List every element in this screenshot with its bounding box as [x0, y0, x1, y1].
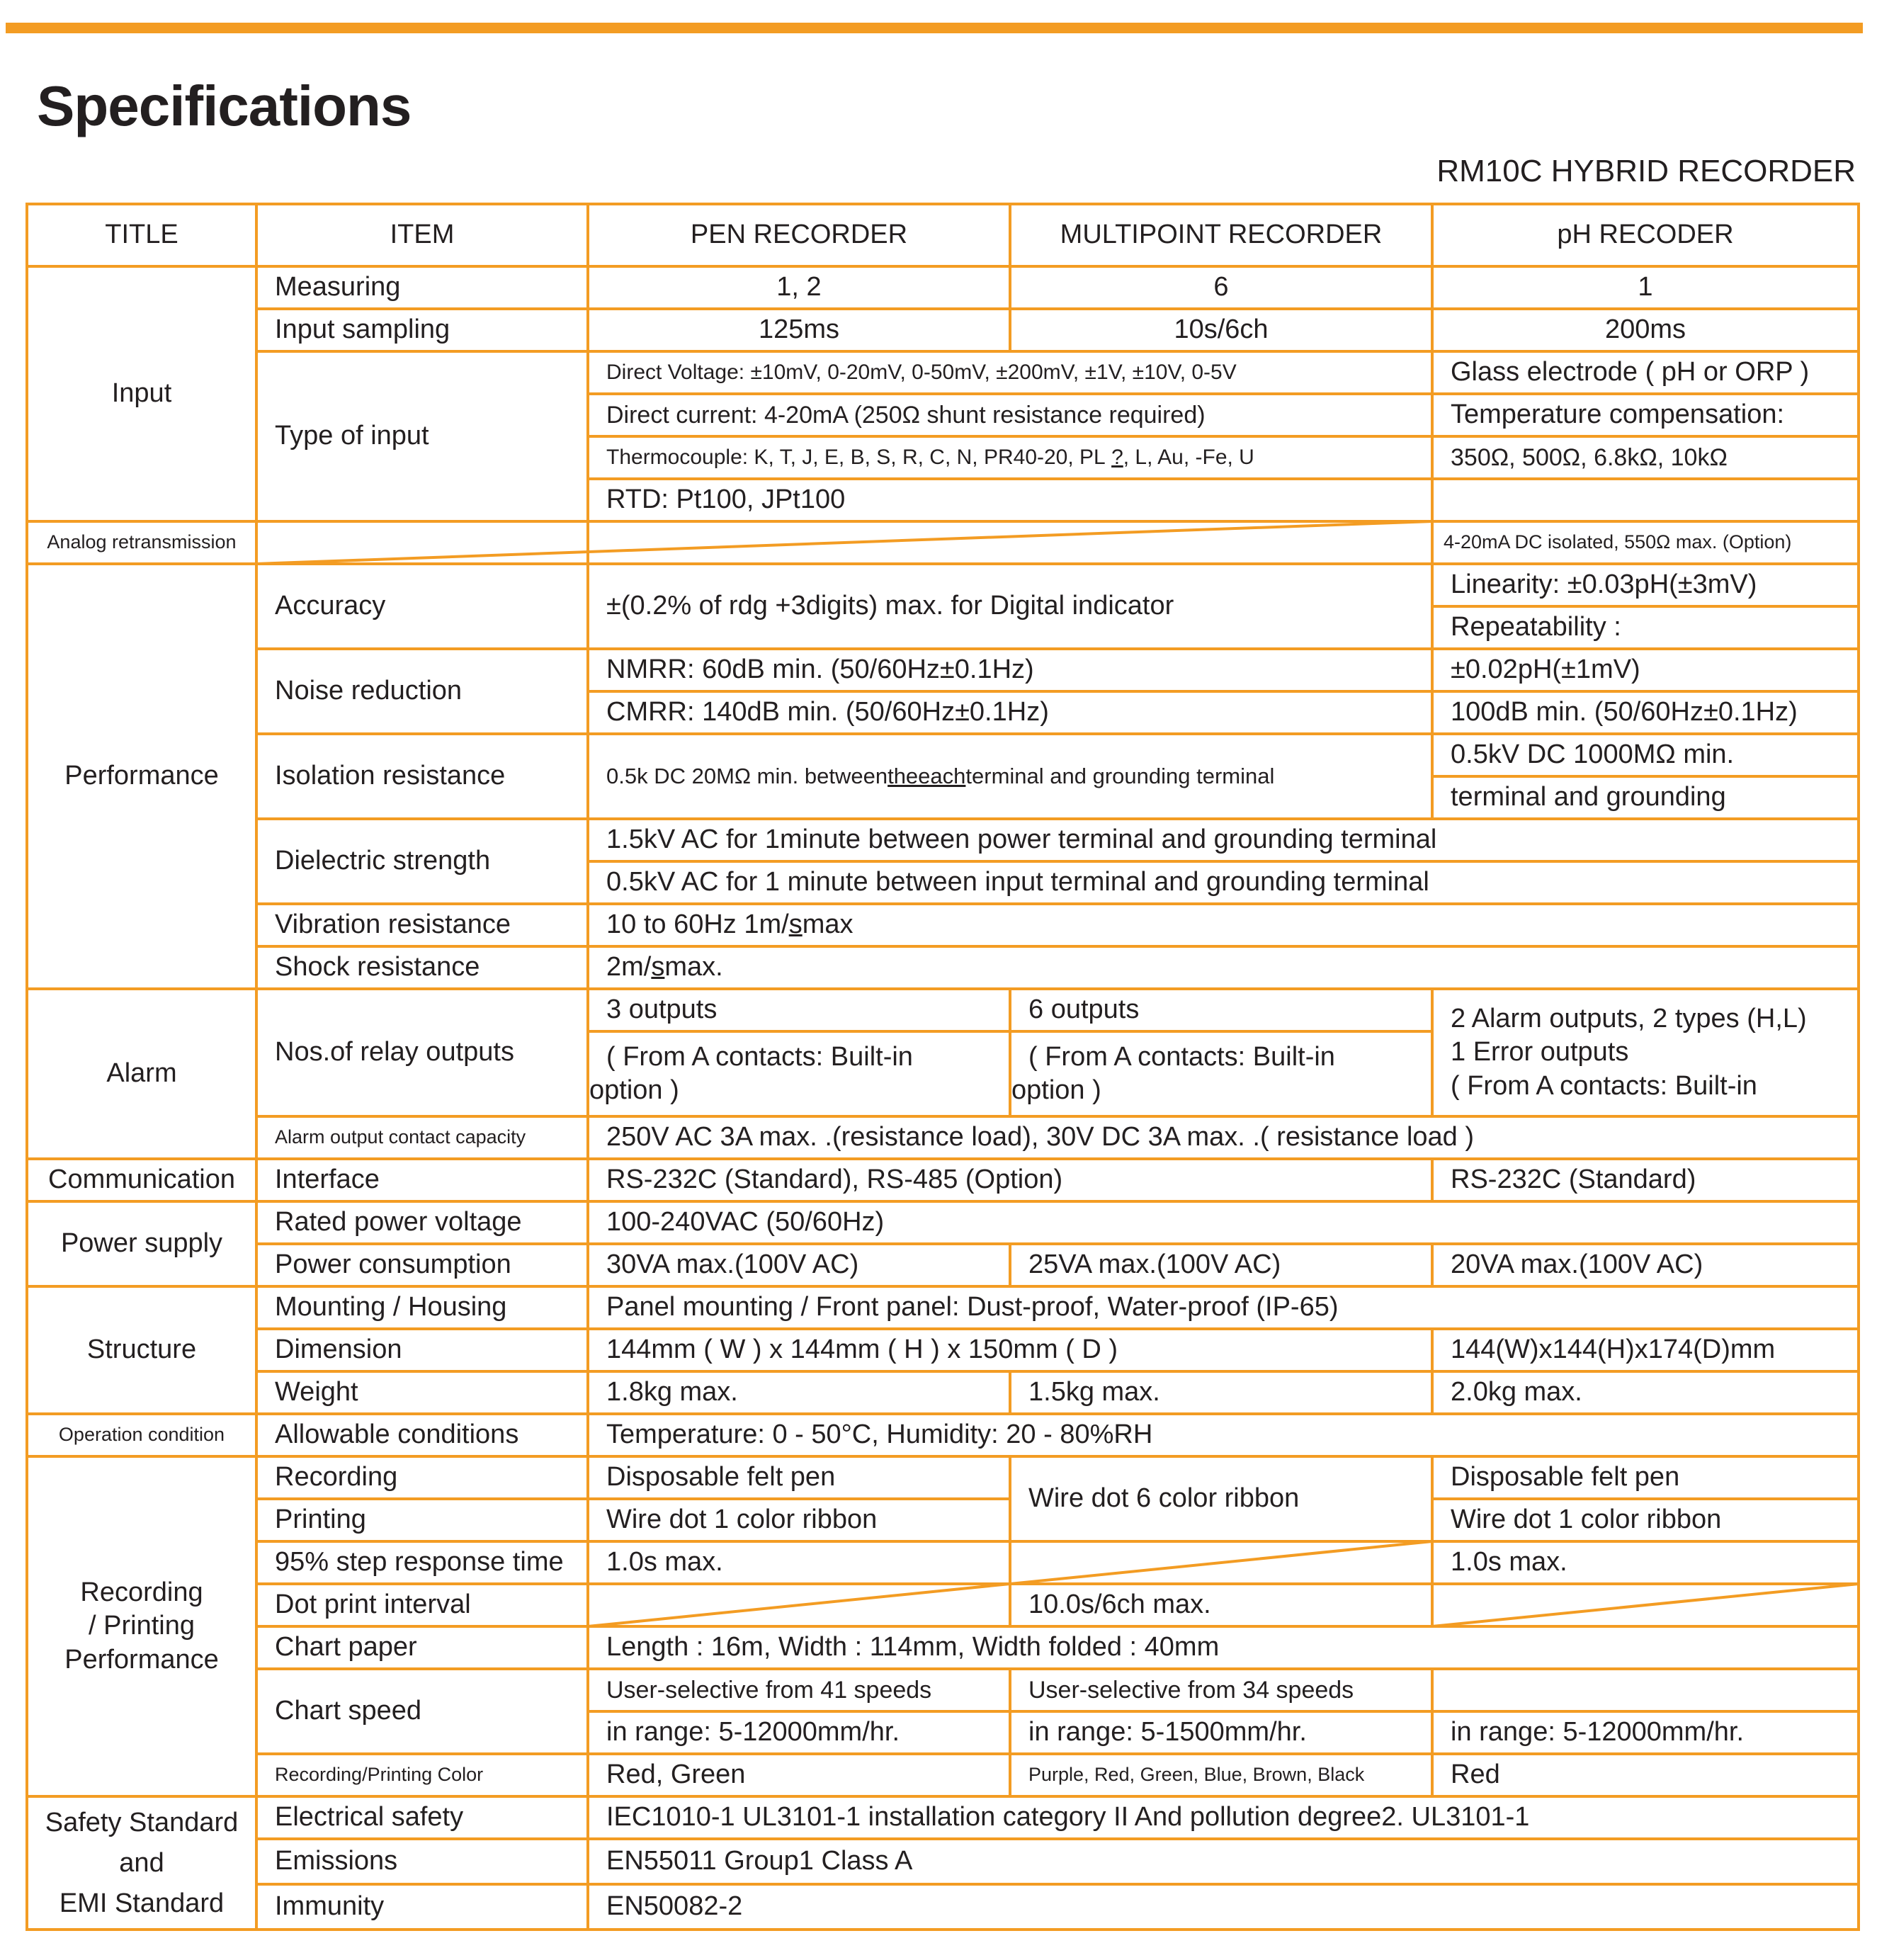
value-sampling-ph: 200ms — [1431, 307, 1860, 353]
item-immunity: Immunity — [255, 1883, 589, 1931]
item-dimension: Dimension — [255, 1327, 589, 1373]
relay-pen-line-3: option ) — [589, 1075, 679, 1105]
value-immunity: EN50082-2 — [586, 1883, 1860, 1931]
relay-ph-line-2: 1 Error outputs — [1451, 1037, 1629, 1067]
value-dielectric-2: 0.5kV AC for 1 minute between input terminal and grounding terminal — [586, 860, 1860, 905]
item-relay-outputs: Nos.of relay outputs — [255, 987, 589, 1118]
safety-title-line-2: and — [119, 1847, 164, 1878]
value-relay-ph — [1431, 987, 1860, 1118]
value-weight-pen: 1.8kg max. — [586, 1370, 1011, 1415]
value-direct-voltage: Direct Voltage: ±10mV, 0-20mV, 0-50mV, ±200mV, ±1V, ±10V, 0-5V — [586, 350, 1434, 395]
value-power-multi: 25VA max.(100V AC) — [1009, 1242, 1434, 1288]
item-alarm-capacity: Alarm output contact capacity — [255, 1115, 589, 1160]
section-title-structure: Structure — [25, 1285, 258, 1415]
empty-cell — [586, 520, 1434, 565]
value-relay-multi-count: 6 outputs — [1009, 987, 1434, 1033]
value-ph-glass-electrode: Glass electrode ( pH or ORP ) — [1431, 350, 1860, 395]
empty-cell — [1431, 477, 1860, 523]
empty-cell — [1431, 1582, 1860, 1628]
item-noise-reduction: Noise reduction — [255, 647, 589, 735]
value-thermocouple — [586, 435, 1434, 480]
value-speed-pen-1: User-selective from 41 speeds — [586, 1667, 1011, 1713]
value-power-ph: 20VA max.(100V AC) — [1431, 1242, 1860, 1288]
value-relay-multi-contacts — [1009, 1030, 1434, 1118]
value-ph-temp-compensation: Temperature compensation: — [1431, 392, 1860, 438]
value-accuracy: ±(0.2% of rdg +3digits) max. for Digital indicator — [586, 562, 1434, 650]
value-sampling-multi: 10s/6ch — [1009, 307, 1434, 353]
item-mounting: Mounting / Housing — [255, 1285, 589, 1330]
item-vibration-resistance: Vibration resistance — [255, 902, 589, 948]
value-power-pen: 30VA max.(100V AC) — [586, 1242, 1011, 1288]
item-accuracy: Accuracy — [255, 562, 589, 650]
value-ph-repeatability: Repeatability : — [1431, 605, 1860, 650]
value-measuring-pen: 1, 2 — [586, 265, 1011, 310]
specifications-table — [25, 203, 1860, 1931]
value-ph-linearity: Linearity: ±0.03pH(±3mV) — [1431, 562, 1860, 608]
page-title: Specifications — [37, 74, 412, 137]
value-interface-ph: RS-232C (Standard) — [1431, 1157, 1860, 1203]
value-measuring-ph: 1 — [1431, 265, 1860, 310]
top-accent-bar — [6, 23, 1863, 33]
value-speed-multi-1: User-selective from 34 speeds — [1009, 1667, 1434, 1713]
empty-cell — [255, 520, 589, 565]
shock-text-a: 2m/ — [606, 952, 652, 982]
value-analog-ph: 4-20mA DC isolated, 550Ω max. (Option) — [1431, 520, 1860, 565]
item-power-consumption: Power consumption — [255, 1242, 589, 1288]
safety-title-line-1: Safety Standard — [45, 1807, 239, 1837]
thermocouple-text-b: , L, Au, -Fe, U — [1123, 446, 1254, 470]
section-title-operation: Operation condition — [25, 1412, 258, 1458]
item-recording-color: Recording/Printing Color — [255, 1752, 589, 1798]
value-recording-pen: Disposable felt pen — [586, 1455, 1011, 1500]
header-ph-recorder: pH RECODER — [1431, 203, 1860, 268]
value-step-pen: 1.0s max. — [586, 1540, 1011, 1585]
value-rtd: RTD: Pt100, JPt100 — [586, 477, 1434, 523]
section-title-analog: Analog retransmission — [25, 520, 258, 565]
value-dot-multi: 10.0s/6ch max. — [1009, 1582, 1434, 1628]
page-subtitle: RM10C HYBRID RECORDER — [1436, 154, 1856, 188]
value-printing-pen: Wire dot 1 color ribbon — [586, 1497, 1011, 1543]
shock-text-u: s — [651, 952, 665, 982]
value-mounting: Panel mounting / Front panel: Dust-proof, Water-proof (IP-65) — [586, 1285, 1860, 1330]
value-ph-isolation-1: 0.5kV DC 1000MΩ min. — [1431, 732, 1860, 778]
value-vibration — [586, 902, 1860, 948]
value-direct-current: Direct current: 4-20mA (250Ω shunt resistance required) — [586, 392, 1434, 438]
value-ph-isolation-2: terminal and grounding — [1431, 775, 1860, 820]
item-dot-print-interval: Dot print interval — [255, 1582, 589, 1628]
item-emissions: Emissions — [255, 1837, 589, 1886]
value-speed-pen-2: in range: 5-12000mm/hr. — [586, 1710, 1011, 1755]
header-item: ITEM — [255, 203, 589, 268]
value-recording-ph: Disposable felt pen — [1431, 1455, 1860, 1500]
vibration-text-b: max — [802, 910, 854, 940]
value-shock — [586, 945, 1860, 990]
header-pen-recorder: PEN RECORDER — [586, 203, 1011, 268]
relay-ph-line-1: 2 Alarm outputs, 2 types (H,L) — [1451, 1003, 1807, 1033]
value-measuring-multi: 6 — [1009, 265, 1434, 310]
value-dimension: 144mm ( W ) x 144mm ( H ) x 150mm ( D ) — [586, 1327, 1434, 1373]
value-cmrr: CMRR: 140dB min. (50/60Hz±0.1Hz) — [586, 690, 1434, 735]
isolation-text-b: terminal and grounding terminal — [965, 763, 1275, 788]
item-rated-voltage: Rated power voltage — [255, 1200, 589, 1245]
relay-multi-line-2: ( From A contacts: Built-in — [1028, 1041, 1335, 1072]
empty-cell — [586, 1582, 1011, 1628]
empty-cell — [1009, 1540, 1434, 1585]
value-nmrr: NMRR: 60dB min. (50/60Hz±0.1Hz) — [586, 647, 1434, 693]
value-color-pen: Red, Green — [586, 1752, 1011, 1798]
relay-ph-line-3: ( From A contacts: Built-in — [1451, 1070, 1757, 1101]
shock-text-b: max. — [664, 952, 723, 982]
value-recprint-multi: Wire dot 6 color ribbon — [1009, 1455, 1434, 1543]
section-title-safety — [25, 1795, 258, 1931]
isolation-text-a: 0.5k DC 20MΩ min. between — [606, 763, 888, 788]
value-emissions: EN55011 Group1 Class A — [586, 1837, 1860, 1886]
recording-title-line-3: Performance — [64, 1644, 219, 1675]
value-weight-multi: 1.5kg max. — [1009, 1370, 1434, 1415]
value-rated-voltage: 100-240VAC (50/60Hz) — [586, 1200, 1860, 1245]
value-weight-ph: 2.0kg max. — [1431, 1370, 1860, 1415]
value-chart-paper: Length : 16m, Width : 114mm, Width folded : 40mm — [586, 1625, 1860, 1670]
recording-title-line-1: Recording — [80, 1577, 203, 1607]
relay-multi-line-3: option ) — [1011, 1075, 1101, 1105]
safety-title-line-3: EMI Standard — [59, 1888, 225, 1918]
relay-pen-line-2: ( From A contacts: Built-in — [606, 1041, 913, 1072]
thermocouple-text-a: Thermocouple: K, T, J, E, B, S, R, C, N, PR40-20, PL — [606, 446, 1106, 470]
item-dielectric-strength: Dielectric strength — [255, 817, 589, 905]
item-measuring: Measuring — [255, 265, 589, 310]
value-color-multi: Purple, Red, Green, Blue, Brown, Black — [1009, 1752, 1434, 1798]
value-color-ph: Red — [1431, 1752, 1860, 1798]
item-isolation-resistance: Isolation resistance — [255, 732, 589, 820]
thermocouple-text-q: ? — [1111, 446, 1123, 470]
empty-cell — [1431, 1667, 1860, 1713]
value-interface: RS-232C (Standard), RS-485 (Option) — [586, 1157, 1434, 1203]
vibration-text-u: s — [788, 910, 803, 940]
value-speed-multi-2: in range: 5-1500mm/hr. — [1009, 1710, 1434, 1755]
value-electrical-safety: IEC1010-1 UL3101-1 installation category II And pollution degree2. UL3101-1 — [586, 1795, 1860, 1840]
section-title-input: Input — [25, 265, 258, 523]
item-shock-resistance: Shock resistance — [255, 945, 589, 990]
section-title-performance: Performance — [25, 562, 258, 990]
value-alarm-capacity: 250V AC 3A max. .(resistance load), 30V DC 3A max. .( resistance load ) — [586, 1115, 1860, 1160]
value-ph-resistances: 350Ω, 500Ω, 6.8kΩ, 10kΩ — [1431, 435, 1860, 480]
value-printing-ph: Wire dot 1 color ribbon — [1431, 1497, 1860, 1543]
vibration-text-a: 10 to 60Hz 1m/ — [606, 910, 789, 940]
header-multipoint-recorder: MULTIPOINT RECORDER — [1009, 203, 1434, 268]
header-title: TITLE — [25, 203, 258, 268]
section-title-communication: Communication — [25, 1157, 258, 1203]
item-recording: Recording — [255, 1455, 589, 1500]
item-chart-paper: Chart paper — [255, 1625, 589, 1670]
item-printing: Printing — [255, 1497, 589, 1543]
value-step-ph: 1.0s max. — [1431, 1540, 1860, 1585]
value-speed-ph-2: in range: 5-12000mm/hr. — [1431, 1710, 1860, 1755]
value-dimension-ph: 144(W)x144(H)x174(D)mm — [1431, 1327, 1860, 1373]
item-step-response: 95% step response time — [255, 1540, 589, 1585]
recording-title-line-2: / Printing — [89, 1611, 195, 1641]
value-dielectric-1: 1.5kV AC for 1minute between power terminal and grounding terminal — [586, 817, 1860, 863]
value-relay-pen-count: 3 outputs — [586, 987, 1011, 1033]
item-electrical-safety: Electrical safety — [255, 1795, 589, 1840]
section-title-alarm: Alarm — [25, 987, 258, 1160]
value-isolation — [586, 732, 1434, 820]
item-allowable-conditions: Allowable conditions — [255, 1412, 589, 1458]
item-weight: Weight — [255, 1370, 589, 1415]
value-allowable-conditions: Temperature: 0 - 50°C, Humidity: 20 - 80%RH — [586, 1412, 1860, 1458]
value-ph-repeatability-value: ±0.02pH(±1mV) — [1431, 647, 1860, 693]
value-relay-pen-contacts — [586, 1030, 1011, 1118]
value-sampling-pen: 125ms — [586, 307, 1011, 353]
item-interface: Interface — [255, 1157, 589, 1203]
value-ph-noise: 100dB min. (50/60Hz±0.1Hz) — [1431, 690, 1860, 735]
item-chart-speed: Chart speed — [255, 1667, 589, 1755]
item-input-sampling: Input sampling — [255, 307, 589, 353]
isolation-text-u: theeach — [888, 763, 966, 788]
section-title-power: Power supply — [25, 1200, 258, 1288]
item-type-of-input: Type of input — [255, 350, 589, 523]
section-title-recording — [25, 1455, 258, 1798]
